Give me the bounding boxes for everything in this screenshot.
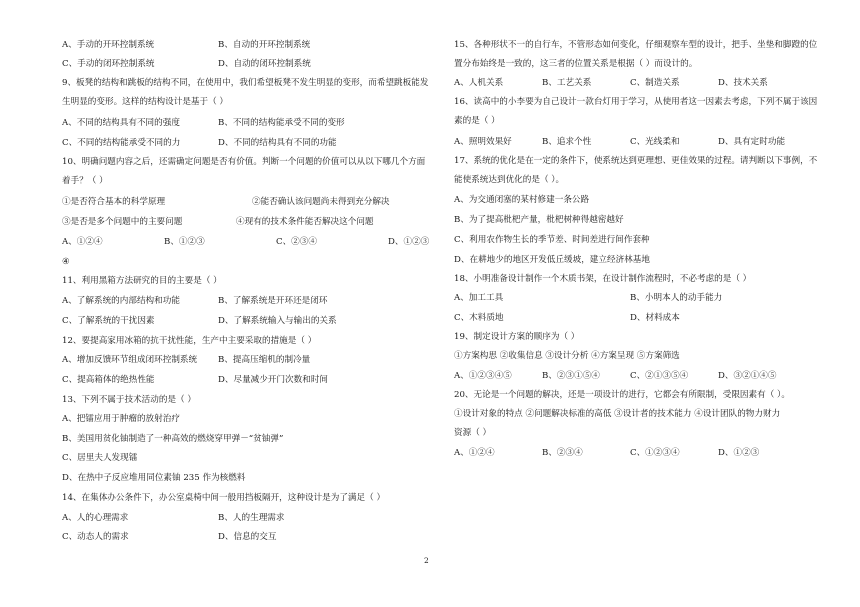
q13-option-d: D、在热中子反应堆用同位素铀 235 作为核燃料 xyxy=(62,473,246,483)
q10-item-1: ①是否符合基本的科学原理 xyxy=(62,197,166,207)
q15-stem-line1: 15、各种形状不一的自行车，不管形态如何变化，仔细观察车型的设计，把手、坐垫和脚蹬的位 xyxy=(454,40,818,50)
q10-option-c: C、②③④ xyxy=(276,237,317,247)
q19-option-c: C、②①③⑤④ xyxy=(630,371,689,381)
q10-option-b: B、①②③ xyxy=(164,237,205,247)
q9-option-d: D、不同的结构具有不同的功能 xyxy=(218,138,337,148)
q10-option-d: D、①②③ xyxy=(388,237,430,247)
q17-option-d: D、在耕地少的地区开发低丘缓坡，建立经济林基地 xyxy=(454,255,650,265)
q20-option-d: D、①②③ xyxy=(718,448,760,458)
q16-stem-line1: 16、读高中的小李要为自己设计一款台灯用于学习，从使用者这一因素去考虑，下列不属于该因 xyxy=(454,97,818,107)
q17-option-a: A、为交通闭塞的某村修建一条公路 xyxy=(454,195,590,205)
q8-option-d: D、自动的闭环控制系统 xyxy=(218,59,311,69)
q15-option-c: C、制造关系 xyxy=(630,78,680,88)
q10-stem-line2: 着手？（ ） xyxy=(62,176,108,186)
q18-option-c: C、木料质地 xyxy=(454,313,504,323)
q9-option-c: C、不同的结构能承受不同的力 xyxy=(62,138,181,148)
q12-option-a: A、增加反馈环节组成闭环控制系统 xyxy=(62,355,198,365)
q9-stem-line2: 生明显的变形。这样的结构设计是基于（ ） xyxy=(62,97,229,107)
q10-item-2: ②能否确认该问题尚未得到充分解决 xyxy=(252,197,390,207)
q15-option-d: D、技术关系 xyxy=(718,78,768,88)
q18-option-d: D、材料成本 xyxy=(630,313,680,323)
q17-stem-line1: 17、系统的优化是在一定的条件下，使系统达到更理想、更佳效果的过程。请判断以下事例，不 xyxy=(454,156,818,166)
q13-option-c: C、居里夫人发现镭 xyxy=(62,453,138,463)
q13-option-a: A、把镭应用于肿瘤的放射治疗 xyxy=(62,414,180,424)
q19-items: ①方案构思 ②收集信息 ③设计分析 ④方案呈现 ⑤方案筛选 xyxy=(454,351,680,361)
q16-option-c: C、光线柔和 xyxy=(630,137,680,147)
q10-item-4: ④现有的技术条件能否解决这个问题 xyxy=(236,217,374,227)
q15-option-b: B、工艺关系 xyxy=(542,78,592,88)
q16-option-a: A、照明效果好 xyxy=(454,137,512,147)
q14-stem: 14、在集体办公条件下，办公室桌椅中间一般用挡板隔开，这种设计是为了满足（ ） xyxy=(62,493,386,503)
q11-stem: 11、利用黑箱方法研究的目的主要是（ ） xyxy=(62,276,222,286)
q20-stem-line1: 20、无论是一个问题的解决，还是一项设计的进行，它都会有所限制，受限因素有（ ）。 xyxy=(454,390,790,400)
q18-stem: 18、小明准备设计制作一个木质书架，在设计制作流程时，不必考虑的是（ ） xyxy=(454,274,752,284)
q11-option-a: A、了解系统的内部结构和功能 xyxy=(62,296,180,306)
q9-option-b: B、不同的结构能承受不同的变形 xyxy=(218,118,345,128)
right-column xyxy=(430,0,860,607)
page-number: 2 xyxy=(424,556,429,565)
q20-option-b: B、②③④ xyxy=(542,448,583,458)
q10-option-d-wrap: ④ xyxy=(62,257,70,267)
q12-option-b: B、提高压缩机的制冷量 xyxy=(218,355,311,365)
q18-option-a: A、加工工具 xyxy=(454,293,504,303)
q10-item-3: ③是否是多个问题中的主要问题 xyxy=(62,217,183,227)
q19-option-a: A、①②③④⑤ xyxy=(454,371,512,381)
q11-option-b: B、了解系统是开环还是闭环 xyxy=(218,296,328,306)
q17-stem-line2: 能使系统达到优化的是（ ）。 xyxy=(454,175,565,185)
q17-option-c: C、利用农作物生长的季节差、时间差进行间作套种 xyxy=(454,235,650,245)
q15-option-a: A、人机关系 xyxy=(454,78,504,88)
q14-option-a: A、人的心理需求 xyxy=(62,513,129,523)
q14-option-c: C、动态人的需求 xyxy=(62,532,129,542)
q20-stem-line3: 资源（ ） xyxy=(454,428,492,438)
q15-stem-line2: 置分布始终是一致的，这三者的位置关系是根据（ ）而设计的。 xyxy=(454,59,698,69)
q12-option-c: C、提高箱体的绝热性能 xyxy=(62,375,155,385)
q12-stem: 12、要提高家用冰箱的抗干扰性能，生产中主要采取的措施是（ ） xyxy=(62,336,317,346)
q10-option-a: A、①②④ xyxy=(62,237,103,247)
q13-option-b: B、美国用贫化铀制造了一种高效的燃烧穿甲弹－“贫铀弹” xyxy=(62,434,284,444)
q16-option-d: D、具有定时功能 xyxy=(718,137,786,147)
q18-option-b: B、小明本人的动手能力 xyxy=(630,293,723,303)
q8-option-a: A、手动的开环控制系统 xyxy=(62,40,155,50)
q10-stem-line1: 10、明确问题内容之后，还需确定问题是否有价值。判断一个问题的价值可以从以下哪几个方面 xyxy=(62,157,426,167)
q13-stem: 13、下列不属于技术活动的是（ ） xyxy=(62,395,196,405)
q9-stem-line1: 9、板凳的结构和跳板的结构不同，在使用中，我们希望板凳不发生明显的变形，而希望跳板能发 xyxy=(62,78,429,88)
q11-option-c: C、了解系统的干扰因素 xyxy=(62,316,155,326)
q19-stem: 19、制定设计方案的顺序为（ ） xyxy=(454,332,580,342)
q14-option-b: B、人的生理需求 xyxy=(218,513,285,523)
q19-option-d: D、③②①④⑤ xyxy=(718,371,777,381)
q9-option-a: A、不同的结构具有不同的强度 xyxy=(62,118,180,128)
q16-stem-line2: 素的是（ ） xyxy=(454,116,500,126)
q8-option-b: B、自动的开环控制系统 xyxy=(218,40,311,50)
q20-option-a: A、①②④ xyxy=(454,448,495,458)
q16-option-b: B、追求个性 xyxy=(542,137,592,147)
q20-option-c: C、①②③④ xyxy=(630,448,680,458)
q19-option-b: B、②③①⑤④ xyxy=(542,371,600,381)
q11-option-d: D、了解系统输入与输出的关系 xyxy=(218,316,337,326)
q12-option-d: D、尽量减少开门次数和时间 xyxy=(218,375,329,385)
q14-option-d: D、信息的交互 xyxy=(218,532,277,542)
q17-option-b: B、为了提高枇杷产量，枇杷树种得越密越好 xyxy=(454,215,624,225)
q8-option-c: C、手动的闭环控制系统 xyxy=(62,59,155,69)
q20-stem-line2: ①设计对象的特点 ②问题解决标准的高低 ③设计者的技术能力 ④设计团队的物力财力 xyxy=(454,409,781,419)
